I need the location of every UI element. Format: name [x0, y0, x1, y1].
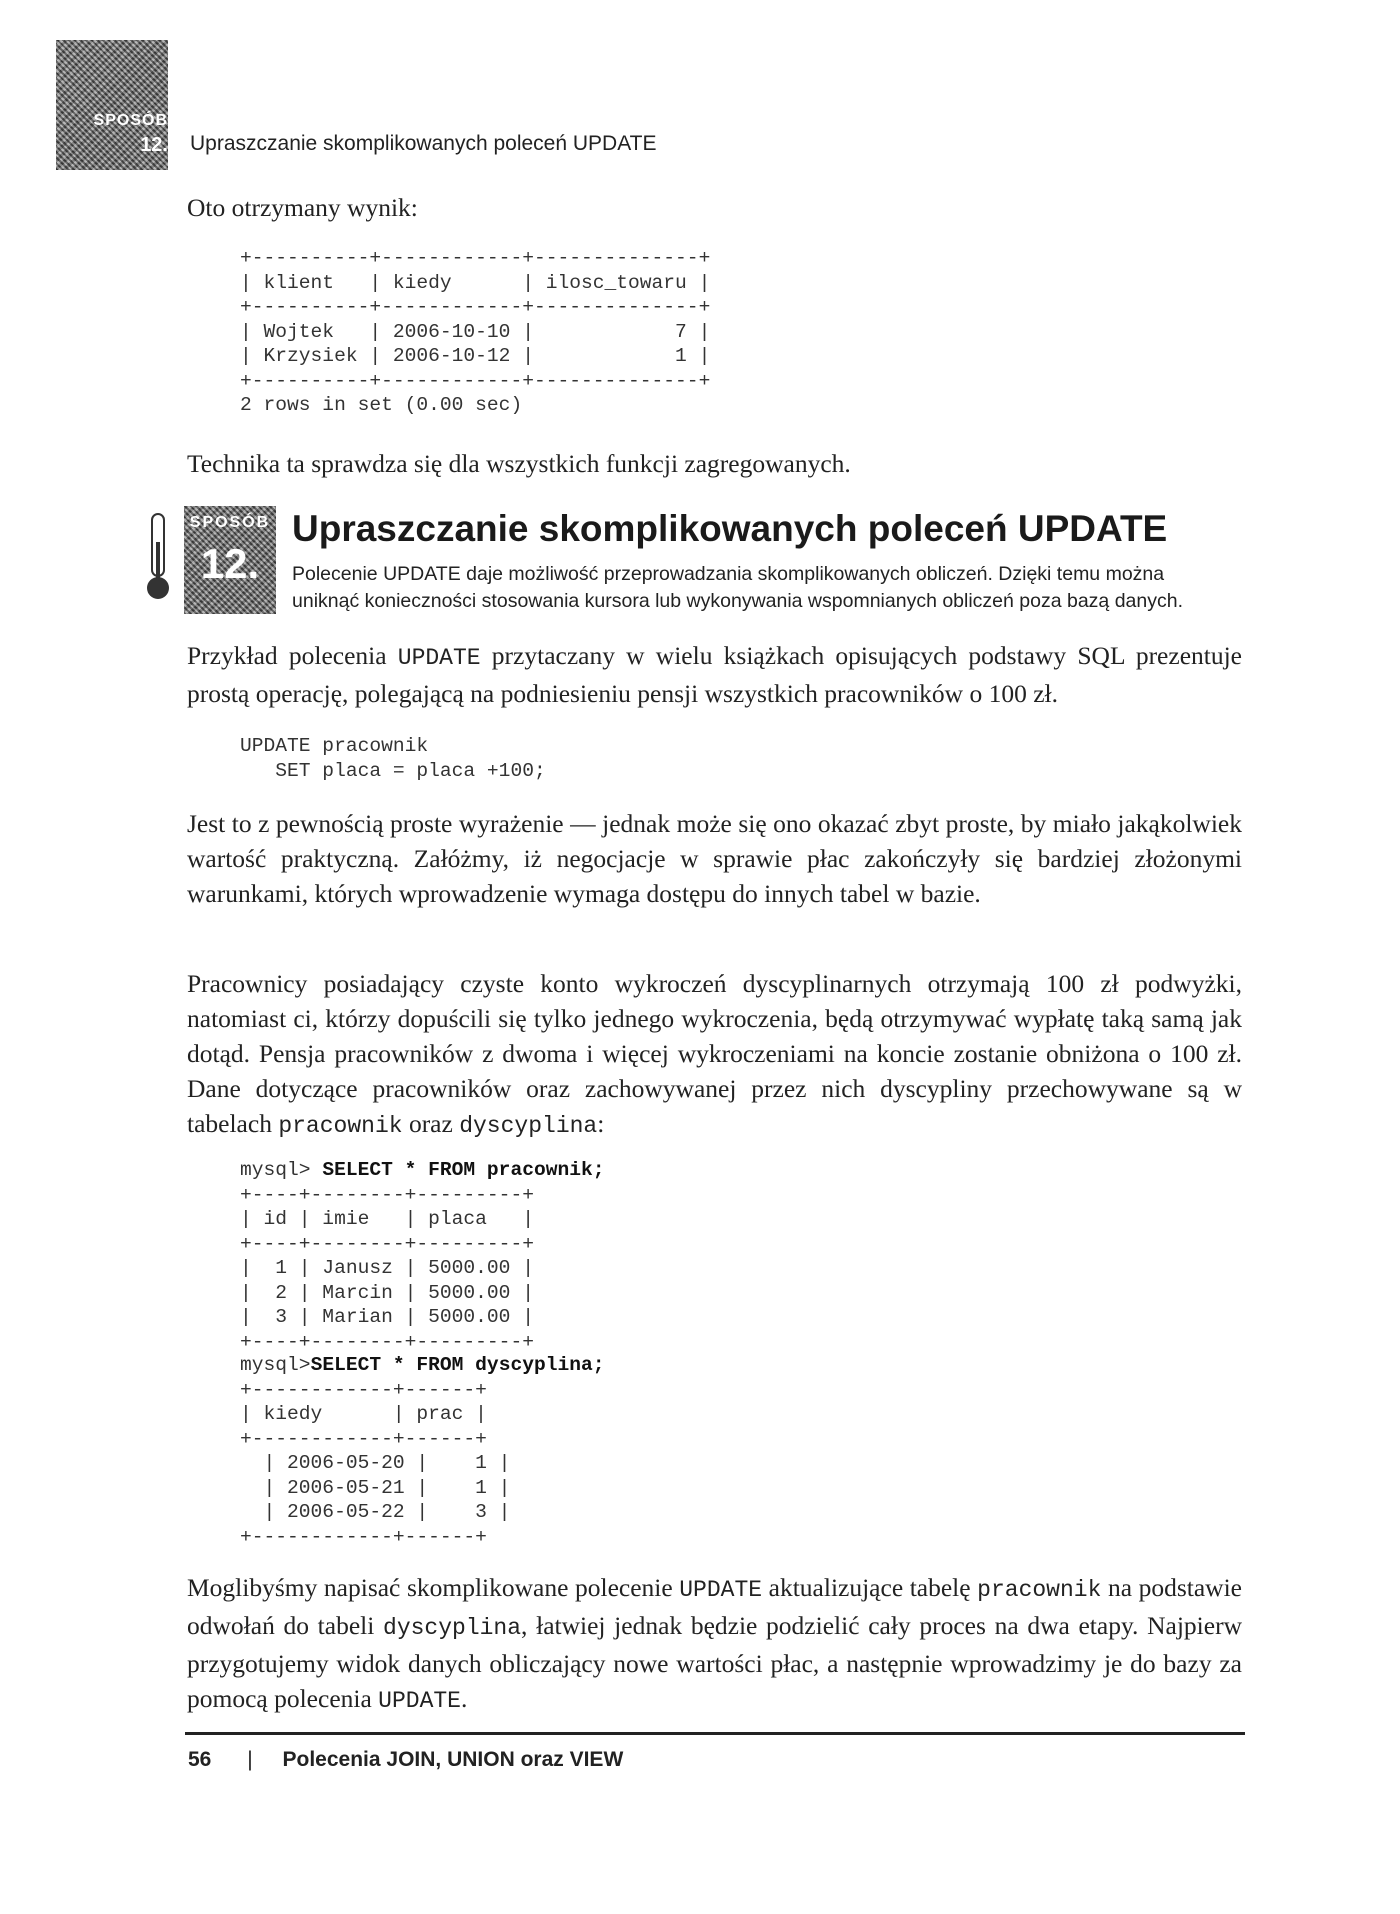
paragraph-4	[187, 1570, 1242, 1719]
p4-code-pracownik: pracownik	[977, 1577, 1102, 1603]
section-badge-word: SPOSÓB	[189, 514, 271, 531]
update-code: UPDATE pracownik SET placa = placa +100;	[240, 735, 546, 782]
header-badge	[56, 40, 168, 170]
p4-text-e: .	[461, 1684, 468, 1713]
result-table: +----------+------------+--------------+ | klient | kiedy | ilosc_towaru | +----------+------------+--------------+ | Wojtek | 2006-10-10 | 7 | | Krzysiek | 2006-10-12 | 1 | +----------+------------+--------------+ 2 rows in set (0.00 sec)	[240, 247, 711, 416]
query-1-prompt: mysql>	[240, 1159, 323, 1181]
footer-rule	[185, 1732, 1245, 1735]
p4-text-b: aktualizujące tabelę	[762, 1573, 978, 1602]
header-badge-number: 12.	[140, 134, 168, 156]
p1-text-a: Przykład polecenia	[187, 641, 398, 670]
paragraph-3	[187, 966, 1242, 1144]
p4-code-update-2: UPDATE	[378, 1688, 461, 1714]
p3-code-pracownik: pracownik	[278, 1113, 403, 1139]
footer-separator: |	[247, 1748, 253, 1771]
thermometer-icon	[145, 512, 171, 602]
section-badge	[184, 506, 276, 614]
paragraph-2: Jest to z pewnością proste wyrażenie — jednak może się ono okazać zbyt proste, by miało jakąkolwiek wartość praktyczną. Załóżmy, iż negocjacje w sprawie płac zakończyły się bardziej złożonymi warunkami, których wprowadzenie wymaga dostępu do innych tabel w bazie.	[187, 809, 1242, 908]
section-title: Upraszczanie skomplikowanych poleceń UPDATE	[292, 508, 1168, 549]
query-2-prompt: mysql>	[240, 1354, 311, 1376]
p3-code-dyscyplina: dyscyplina	[459, 1113, 598, 1139]
header-badge-word: SPOSÓB	[93, 112, 168, 129]
section-badge-number: 12.	[200, 540, 260, 587]
chapter-title: Polecenia JOIN, UNION oraz VIEW	[282, 1748, 624, 1771]
paragraph-1	[187, 638, 1242, 711]
query-1-table: +----+--------+---------+ | id | imie | placa | +----+--------+---------+ | 1 | Janusz | 5000.00 | | 2 | Marcin | 5000.00 | | 3 | Marian | 5000.00 | +----+--------+---------+	[240, 1183, 534, 1353]
p3-text-mid: oraz	[402, 1109, 460, 1138]
p4-code-update: UPDATE	[679, 1577, 763, 1603]
page-number: 56	[188, 1748, 212, 1771]
query-2-command: SELECT * FROM dyscyplina;	[310, 1354, 605, 1376]
p3-text-a: Pracownicy posiadający czyste konto wykroczeń dyscyplinarnych otrzymają 100 zł podwyżki, natomiast ci, którzy dopuścili się tylko jednego wykroczenia, będą otrzymywać wypłatę taką samą jak dotąd. Pensja pracowników z dwoma i więcej wykroczeniami na koncie zostanie obniżona o 100 zł. Dane dotyczące pracowników oraz zachowywanej przez nich dyscypliny przechowywane są w tabelach	[187, 969, 1242, 1138]
intro-text: Oto otrzymany wynik:	[187, 193, 418, 222]
p4-text-a: Moglibyśmy napisać skomplikowane polecenie	[187, 1573, 680, 1602]
p1-text-b: przytaczany w wielu książkach opisujących podstawy SQL prezentuje prostą operację, polegającą na podniesieniu pensji wszystkich pracowników o 100 zł.	[187, 641, 1242, 708]
technique-note: Technika ta sprawdza się dla wszystkich funkcji zagregowanych.	[187, 449, 851, 478]
p4-text-c: na podstawie odwołań do tabeli	[187, 1573, 1242, 1640]
section-summary: Polecenie UPDATE daje możliwość przeprowadzania skomplikowanych obliczeń. Dzięki temu można uniknąć konieczności stosowania kursora lub wykonywania wspomnianych obliczeń poza bazą danych.	[292, 563, 1183, 612]
query-1	[240, 1158, 605, 1354]
query-2	[240, 1353, 605, 1549]
p3-text-end: :	[597, 1109, 605, 1138]
p1-code: UPDATE	[397, 645, 481, 671]
footer	[188, 1748, 623, 1772]
query-2-table: +------------+------+ | kiedy | prac | +------------+------+ | 2006-05-20 | 1 | | 2006-05-21 | 1 | | 2006-05-22 | 3 | +------------+------+	[240, 1378, 511, 1548]
running-title: Upraszczanie skomplikowanych poleceń UPDATE	[190, 132, 657, 155]
p4-code-dyscyplina: dyscyplina	[383, 1615, 522, 1641]
p4-text-d: , łatwiej jednak będzie podzielić cały proces na dwa etapy. Najpierw przygotujemy widok danych obliczający nowe wartości płac, a następnie wprowadzimy je do bazy za pomocą polecenia	[187, 1611, 1242, 1713]
query-1-command: SELECT * FROM pracownik;	[322, 1159, 605, 1181]
